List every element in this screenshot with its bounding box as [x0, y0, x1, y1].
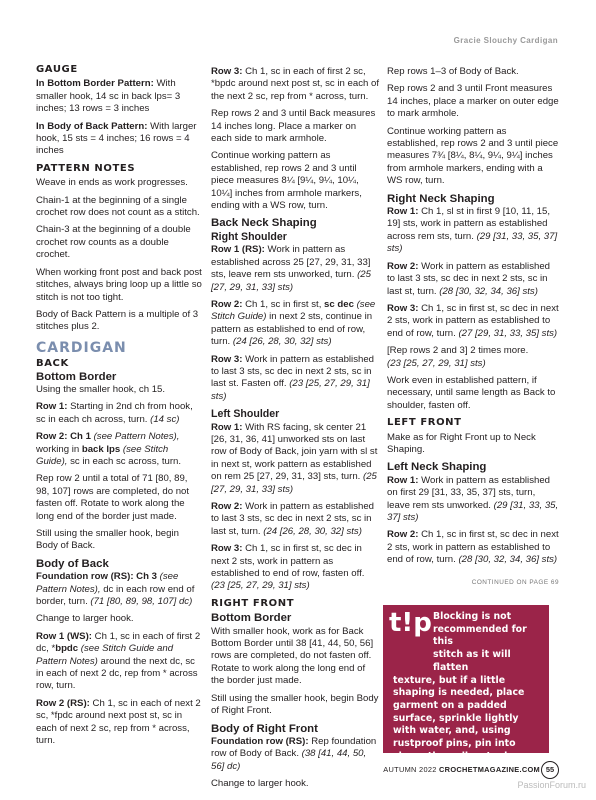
row-2-rs: Row 2 (RS): Ch 1, sc in each of next 2 sc, *fpdc around next post st, sc in each of next 2 sc, rep from * across, turn.: [36, 697, 201, 747]
instruction: Still using the smaller hook, begin Body of Back.: [36, 528, 179, 552]
note: Weave in ends as work progresses.: [36, 177, 188, 189]
row-2: Row 2: Ch 1, sc in first st, sc dec (see Stitch Guide) in next 2 sts, continue in pattern as established to end of row, turn. (24 [26, 28, 30, 32] sts): [211, 298, 376, 348]
right-shoulder-heading: Right Shoulder: [211, 230, 287, 243]
tip-box: [383, 605, 549, 762]
row-1: Row 1: Work in pattern as established on first 29 [31, 33, 35, 37] sts, turn, leave rem sts unworked. (29 [31, 33, 35, 37] sts): [387, 474, 559, 523]
gauge-bottom-border: In Bottom Border Pattern: With smaller hook, 14 sc in back lps= 3 inches; 13 rows = 3 inches: [36, 78, 181, 115]
row-1: Row 1: With RS facing, sk center 21 [26, 31, 36, 41] unworked sts on last row of Body of Back, join yarn with sl st in next st, work pattern as established on rem 25 [27, 29, 31, 33] sts, turn. (25 [27, 29, 31, 33] sts): [211, 421, 378, 495]
left-shoulder-heading: Left Shoulder: [211, 408, 280, 421]
back-neck-shaping-heading: Back Neck Shaping: [211, 217, 317, 230]
left-front-heading: LEFT FRONT: [387, 417, 462, 429]
bottom-border-heading: Bottom Border: [36, 370, 117, 383]
instruction: Continue working pattern as established, rep rows 2 and 3 until piece measures 8¼ [9¼, 9¼, 10¼, 10¼] inches from armhole markers, ending with a WS row, turn.: [211, 150, 362, 212]
watermark: PassionForum.ru: [517, 780, 586, 790]
body-of-right-front-heading: Body of Right Front: [211, 722, 318, 735]
note: Chain-3 at the beginning of a double crochet row counts as a double crochet.: [36, 224, 191, 261]
foundation-row: Foundation row (RS): Ch 3 (see Pattern Notes), dc in each row end of border, turn. (71 [80, 89, 98, 107] dc): [36, 571, 195, 608]
column-1: [36, 62, 202, 753]
gauge-heading: GAUGE: [36, 64, 78, 75]
instruction: Using the smaller hook, ch 15.: [36, 383, 166, 395]
instruction: Work even in established pattern, if necessary, until same length as Back to shoulder, fasten off.: [387, 374, 556, 411]
note: Body of Back Pattern is a multiple of 3 stitches plus 2.: [36, 308, 199, 333]
right-front-heading: RIGHT FRONT: [211, 597, 295, 609]
row-2: Row 2: Ch 1, sc in first st, sc dec in next 2 sts, work in pattern as established to end of row, turn. (28 [30, 32, 34, 36] sts): [387, 529, 559, 566]
instruction: Rep rows 2 and 3 until Front measures 14 inches, place a marker on outer edge to mark armhole.: [387, 83, 559, 120]
row-3: Row 3: Ch 1, sc in each of first 2 sc, *bpdc around next post st, sc in each of the next 2 sc, rep from * across, turn.: [211, 66, 379, 102]
continued-note: CONTINUED ON PAGE 69: [471, 578, 559, 586]
row-2: Row 2: Work in pattern as established to last 3 sts, sc dec in next 2 sts, sc in last st, turn. (24 [26, 28, 30, 32] sts): [211, 501, 374, 537]
row-3: Row 3: Work in pattern as established to last 3 sts, sc dec in next 2 sts, sc in last st. Fasten off. (23 [25, 27, 29, 31] sts): [211, 353, 374, 402]
instruction: With smaller hook, work as for Back Bottom Border until 38 [41, 44, 50, 56] rows are completed, do not fasten off. Rotate to work along the long end of the border just made.: [211, 625, 374, 687]
running-header: Gracie Slouchy Cardigan: [453, 36, 558, 45]
instruction: Continue working pattern as established, rep rows 2 and 3 until piece measures 7¾ [8¼, 8¼, 9¼, 9¼] inches from armhole markers, ending with a WS row, turn.: [387, 125, 559, 187]
row-1-ws: Row 1 (WS): Ch 1, sc in each of first 2 dc, *bpdc (see Stitch Guide and Pattern Notes) around the next dc, sc in each of next 2 dc, rep from * across row, turn.: [36, 630, 201, 692]
cardigan-heading: CARDIGAN: [36, 339, 127, 356]
body-of-back-heading: Body of Back: [36, 557, 109, 570]
footer: AUTUMN 2022 CROCHETMAGAZINE.COM: [383, 765, 540, 774]
foundation-row: Foundation row (RS): Rep foundation row of Body of Back. (38 [41, 44, 50, 56] dc): [211, 735, 377, 772]
instruction: Change to larger hook.: [36, 613, 134, 625]
instruction: Still using the smaller hook, begin Body of Right Front.: [211, 692, 379, 717]
gauge-body-back: In Body of Back Pattern: With larger hook, 15 sts = 4 inches; 16 rows = 4 inches: [36, 120, 197, 157]
column-3: [387, 66, 559, 589]
instruction: Rep rows 1–3 of Body of Back.: [387, 66, 519, 77]
column-2: [211, 66, 379, 796]
row-2: Row 2: Ch 1 (see Pattern Notes), working in back lps (see Stitch Guide), sc in each sc across, turn.: [36, 431, 182, 467]
repeat-instruction: [Rep rows 2 and 3] 2 times more. (23 [25, 27, 29, 31] sts): [387, 345, 529, 369]
row-3: Row 3: Ch 1, sc in first st, sc dec in next 2 sts, work in pattern as established to end of row, turn. (27 [29, 31, 33, 35] sts): [387, 302, 559, 339]
back-heading: BACK: [36, 358, 69, 370]
instruction: Rep rows 2 and 3 until Back measures 14 inches long. Place a marker on each side to mark armhole.: [211, 108, 376, 145]
left-neck-shaping-heading: Left Neck Shaping: [387, 461, 487, 474]
row-1-rs: Row 1 (RS): Work in pattern as established across 25 [27, 29, 31, 33] sts, leave rem sts unworked, turn. (25 [27, 29, 31, 33] sts): [211, 244, 371, 293]
note: When working front post and back post stitches, always bring loop up a little so stitch is not too tight.: [36, 266, 202, 303]
right-neck-shaping-heading: Right Neck Shaping: [387, 192, 495, 205]
page-number: 55: [541, 761, 559, 779]
row-1: Row 1: Starting in 2nd ch from hook, sc in each ch across, turn. (14 sc): [36, 401, 193, 425]
note: Chain-1 at the beginning of a single crochet row does not count as a stitch.: [36, 194, 200, 219]
site-name: CROCHETMAGAZINE.COM: [439, 765, 540, 774]
tip-logo: t!p: [389, 608, 432, 638]
row-1: Row 1: Ch 1, sl st in first 9 [10, 11, 15, 19] sts, work in pattern as established across rem sts, turn. (29 [31, 33, 35, 37] sts): [387, 206, 558, 255]
pattern-notes-heading: PATTERN NOTES: [36, 162, 136, 174]
bottom-border-heading: Bottom Border: [211, 612, 292, 625]
instruction: Rep row 2 until a total of 71 [80, 89, 98, 107] rows are completed, do not fasten off. Rotate to work along the long end of the border just made.: [36, 473, 190, 522]
row-2: Row 2: Work in pattern as established to last 3 sts, sc dec in next 2 sts, sc in last st, turn. (28 [30, 32, 34, 36] sts): [387, 260, 550, 297]
tip-text: Blocking is not recommended for this stitch as it will flatten texture, but if a little shaping is needed, place garment on a padded surface, sprinkle lightly with water, and, using rustproof pins, pin into shape then allow to dry.: [393, 611, 527, 762]
instruction: Change to larger hook.: [211, 778, 309, 790]
row-3: Row 3: Ch 1, sc in first st, sc dec in next 2 sts, work in pattern as established to end of row, fasten off. (23 [25, 27, 29, 31] sts): [211, 543, 365, 592]
instruction: Make as for Right Front up to Neck Shaping.: [387, 431, 536, 455]
